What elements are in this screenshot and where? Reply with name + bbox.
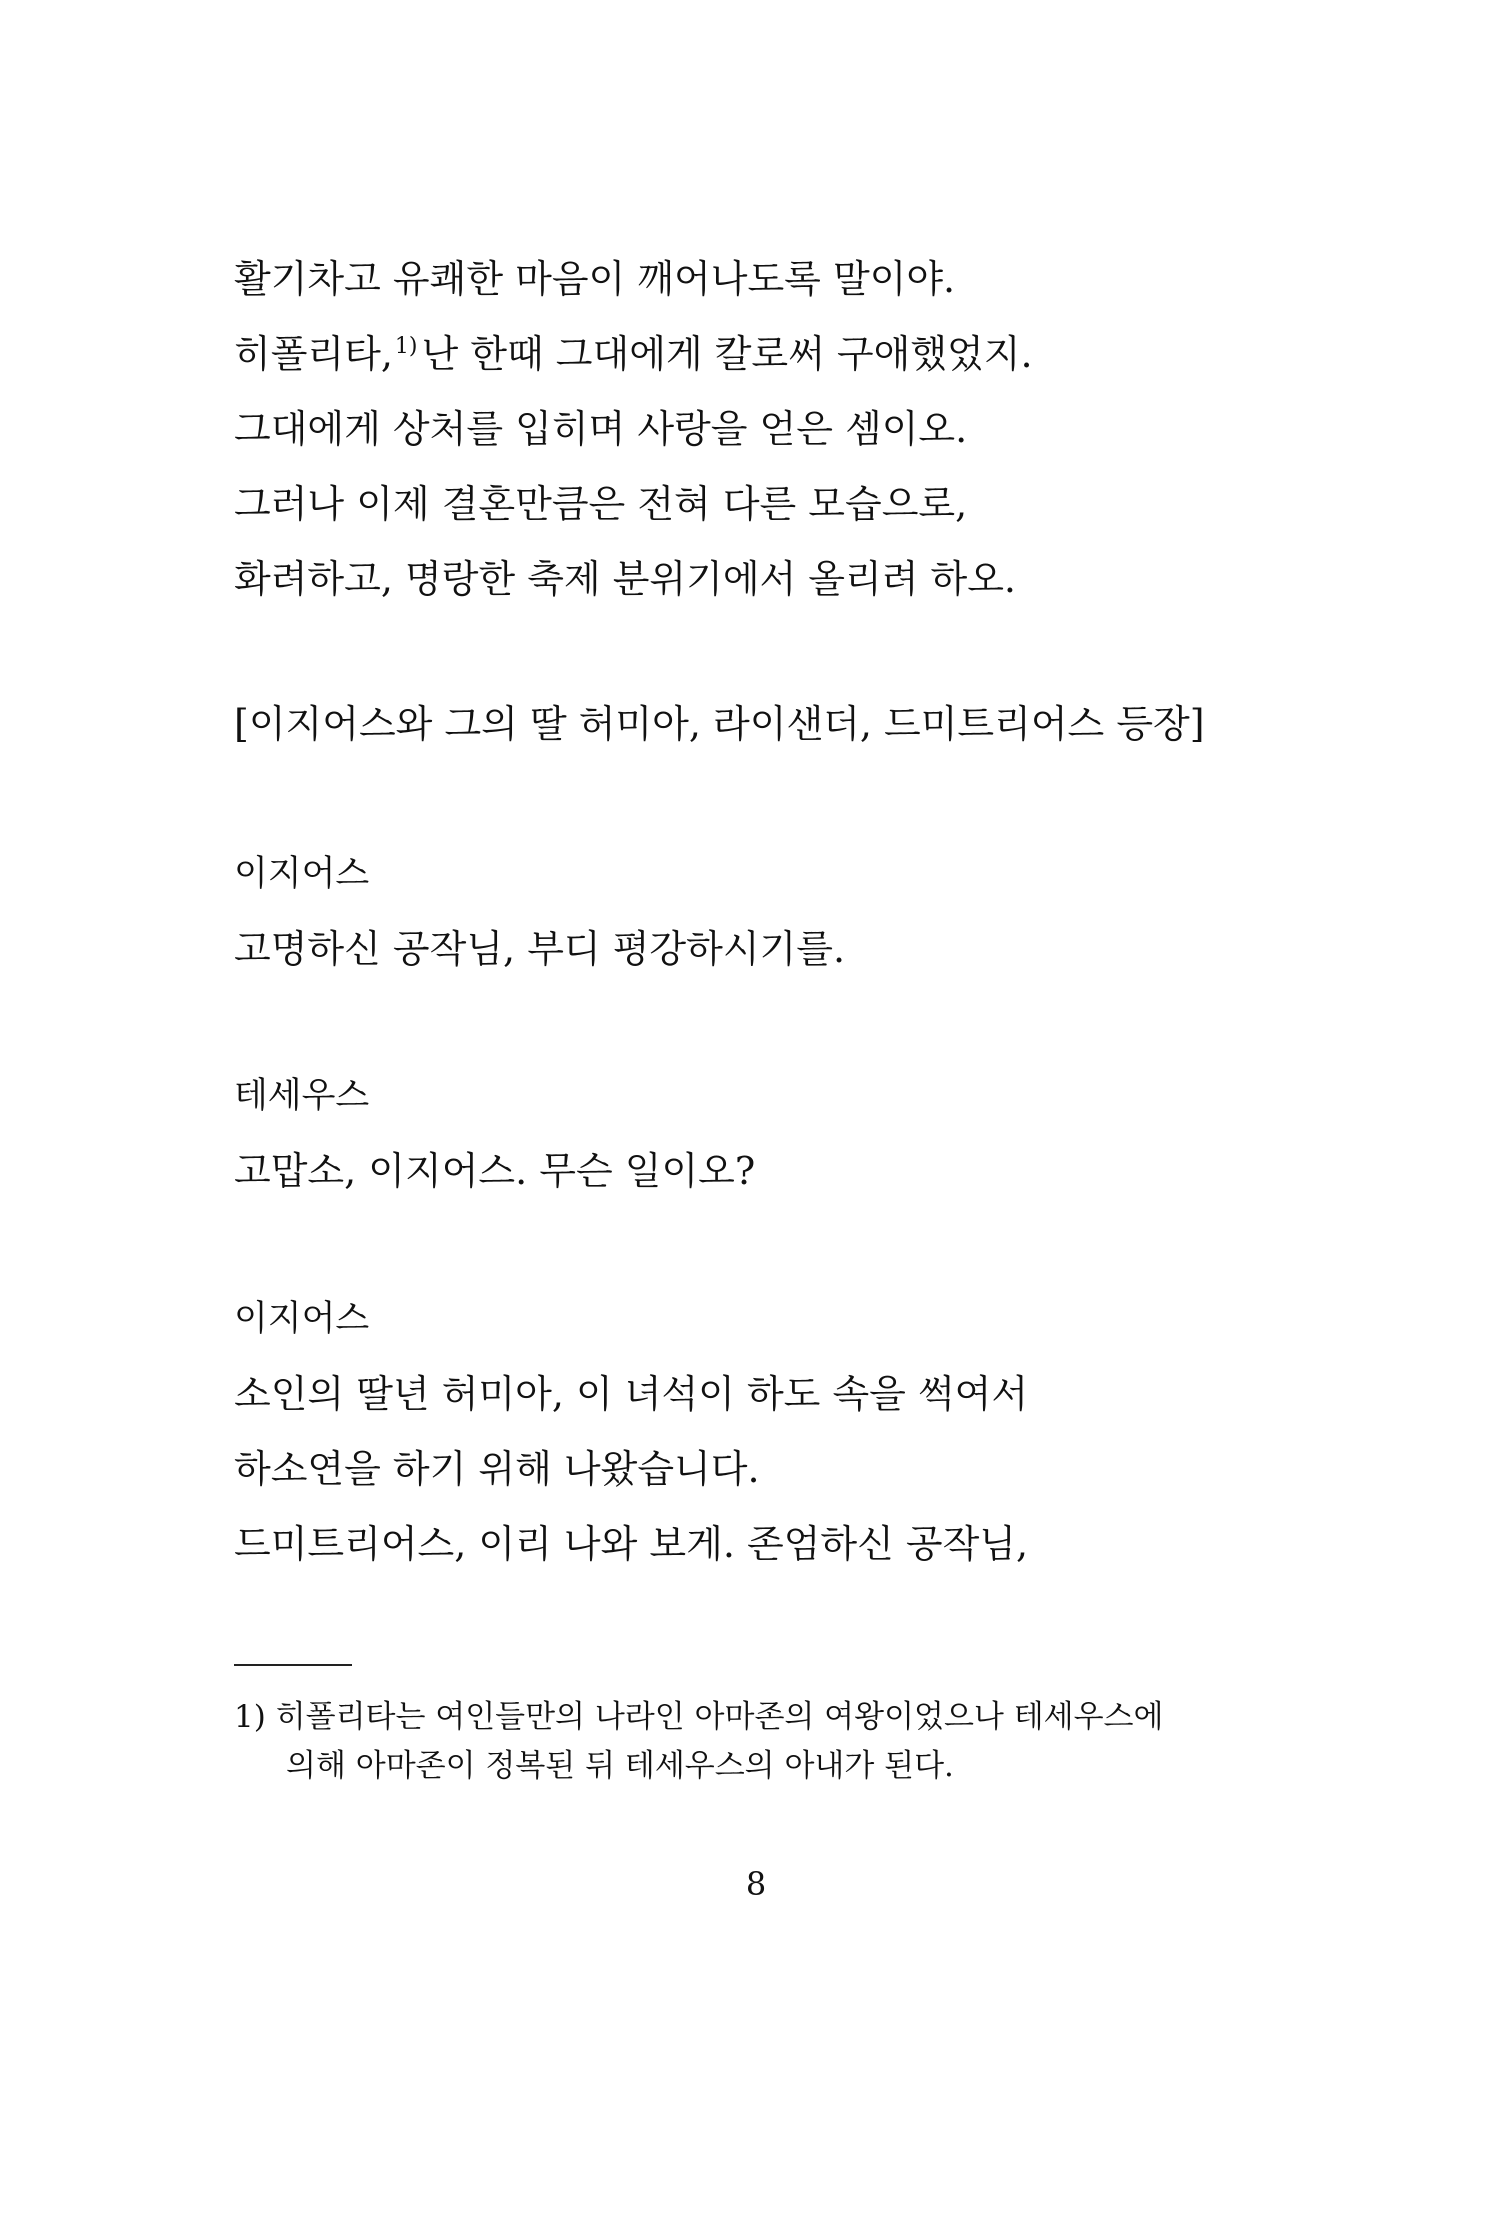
verse-line-with-footnote [234, 330, 1033, 378]
footnote-reference[interactable]: 1) [394, 334, 418, 359]
footnote [234, 1697, 1163, 1737]
dialogue-line: 고맙소, 이지어스. 무슨 일이오? [234, 1149, 756, 1193]
verse-line: 활기차고 유쾌한 마음이 깨어나도록 말이야. [234, 257, 956, 301]
dialogue-line: 고명하신 공작님, 부디 평강하시기를. [234, 927, 846, 971]
speaker-name: 테세우스 [234, 1076, 370, 1116]
verse-line: 화려하고, 명랑한 축제 분위기에서 올리려 하오. [234, 557, 1017, 601]
footnote-marker: 1) [234, 1699, 266, 1735]
verse-text: 히폴리타, [234, 332, 393, 376]
verse-line: 그대에게 상처를 입히며 사랑을 얻은 셈이오. [234, 407, 968, 451]
dialogue-line: 하소연을 하기 위해 나왔습니다. [234, 1447, 760, 1491]
footnote-separator [234, 1664, 352, 1666]
speaker-name: 이지어스 [234, 1299, 370, 1339]
speaker-name: 이지어스 [234, 854, 370, 894]
verse-line: 그러나 이제 결혼만큼은 전혀 다른 모습으로, [234, 482, 968, 526]
verse-text: 난 한때 그대에게 칼로써 구애했었지. [421, 332, 1033, 376]
stage-direction: [이지어스와 그의 딸 허미아, 라이샌더, 드미트리어스 등장] [234, 702, 1205, 746]
dialogue-line: 드미트리어스, 이리 나와 보게. 존엄하신 공작님, [234, 1522, 1029, 1566]
dialogue-line: 소인의 딸년 허미아, 이 녀석이 하도 속을 썩여서 [234, 1372, 1029, 1416]
page-number: 8 [745, 1865, 767, 1903]
footnote-text: 히폴리타는 여인들만의 나라인 아마존의 여왕이었으나 테세우스에 [275, 1699, 1164, 1735]
footnote-text-continued: 의해 아마존이 정복된 뒤 테세우스의 아내가 된다. [286, 1748, 954, 1784]
